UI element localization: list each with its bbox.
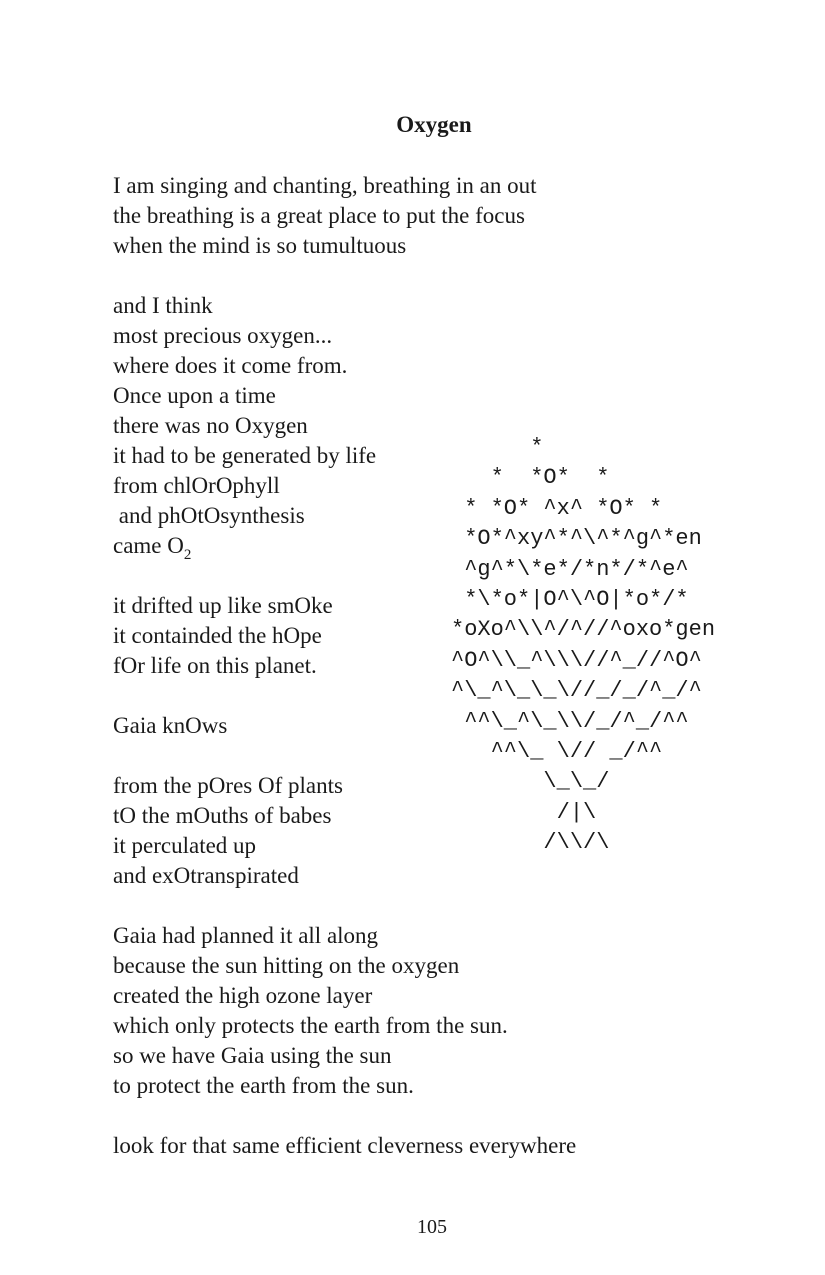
poem-line: I am singing and chanting, breathing in an out <box>113 173 537 198</box>
ascii-row: /\\/\ <box>451 830 610 856</box>
poem-line: it perculated up <box>113 833 257 858</box>
poem-line: when the mind is so tumultuous <box>113 233 407 258</box>
ascii-row: *\*o*|O^\^O|*o*/* <box>451 587 689 613</box>
poem-line: where does it come from. <box>113 353 348 378</box>
poem-line: most precious oxygen... <box>113 323 333 348</box>
poem-line: it had to be generated by life <box>113 443 377 468</box>
poem-line: so we have Gaia using the sun <box>113 1043 392 1068</box>
stanza-6 <box>113 921 673 1101</box>
ascii-art-tree <box>451 433 715 859</box>
ascii-row: \_\_/ <box>451 769 610 795</box>
poem-line: there was no Oxygen <box>113 413 308 438</box>
ascii-row: * *O* ^x^ *O* * <box>451 495 663 521</box>
poem-line: it drifted up like smOke <box>113 593 333 618</box>
stanza-1 <box>113 171 673 261</box>
ascii-row: ^g^*\*e*/*n*/*^e^ <box>451 556 689 582</box>
ascii-row: ^\_^\_\_\//_/_/^_/^ <box>451 678 702 704</box>
ascii-row: ^^\_ \// _/^^ <box>451 739 663 765</box>
ascii-row: /|\ <box>451 799 597 825</box>
poem-line: and phOtOsynthesis <box>113 503 305 528</box>
poem-line: Once upon a time <box>113 383 276 408</box>
page-number: 105 <box>417 1216 447 1238</box>
came-text: came O <box>113 533 184 558</box>
poem-line: to protect the earth from the sun. <box>113 1073 414 1098</box>
poem-line: Gaia knOws <box>113 713 228 738</box>
poem-line: the breathing is a great place to put the focus <box>113 203 525 228</box>
poem-line: from the pOres Of plants <box>113 773 343 798</box>
poem-line: because the sun hitting on the oxygen <box>113 953 460 978</box>
ascii-row: *O*^xy^*^\^*^g^*en <box>451 526 702 552</box>
poem-line: created the high ozone layer <box>113 983 373 1008</box>
ascii-row: * <box>451 435 544 460</box>
poem-line: and I think <box>113 293 213 318</box>
poem-line: which only protects the earth from the sun. <box>113 1013 508 1038</box>
poem-line: fOr life on this planet. <box>113 653 317 678</box>
poem-line: Gaia had planned it all along <box>113 923 379 948</box>
subscript-2: 2 <box>183 547 192 563</box>
ascii-row: * *O* * <box>451 465 610 491</box>
poem-line: tO the mOuths of babes <box>113 803 332 828</box>
poem-line: it containded the hOpe <box>113 623 322 648</box>
poem-line: from chlOrOphyll <box>113 473 280 498</box>
poem-line: and exOtranspirated <box>113 863 299 888</box>
ascii-row: ^^\_^\_\\/_/^_/^^ <box>451 708 689 734</box>
ascii-row: ^O^\\_^\\\//^_//^O^ <box>451 647 702 673</box>
poem-line: look for that same efficient cleverness everywhere <box>113 1133 577 1158</box>
page-title: Oxygen <box>396 112 472 137</box>
ascii-row: *oXo^\\^/^//^oxo*gen <box>451 617 716 643</box>
stanza-7 <box>113 1131 673 1161</box>
